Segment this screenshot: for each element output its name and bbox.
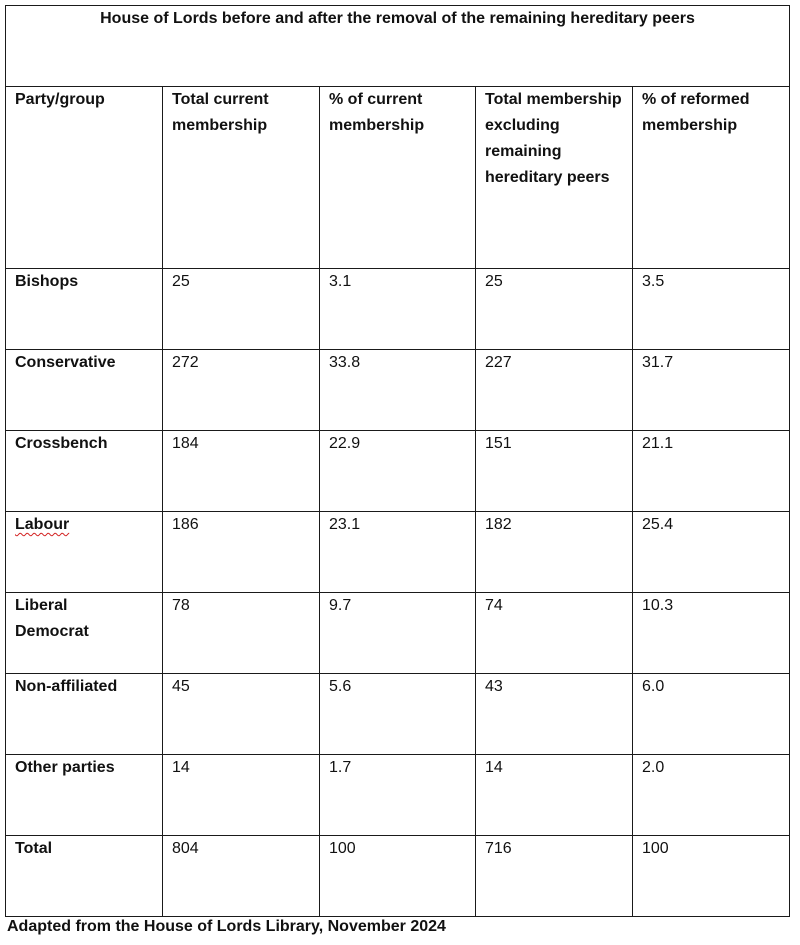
- total-current-cell: 184: [163, 431, 320, 512]
- pct-current-cell: 1.7: [320, 755, 476, 836]
- pct-reformed-cell: 25.4: [633, 512, 790, 593]
- pct-reformed-cell: 2.0: [633, 755, 790, 836]
- pct-current-cell: 9.7: [320, 593, 476, 674]
- party-cell: Liberal Democrat: [6, 593, 163, 674]
- table-title: House of Lords before and after the removal of the remaining hereditary peers: [6, 6, 790, 87]
- pct-reformed-cell: 3.5: [633, 269, 790, 350]
- total-current-cell: 186: [163, 512, 320, 593]
- total-excluding-cell: 74: [476, 593, 633, 674]
- party-cell: Conservative: [6, 350, 163, 431]
- table-row-other-parties: [6, 755, 790, 836]
- pct-current-cell: 3.1: [320, 269, 476, 350]
- labour-label: Labour: [15, 516, 70, 533]
- table-row-liberal-democrat: [6, 593, 790, 674]
- pct-current-cell: 33.8: [320, 350, 476, 431]
- table-row-total: [6, 836, 790, 917]
- pct-current-cell: 100: [320, 836, 476, 917]
- pct-reformed-cell: 6.0: [633, 674, 790, 755]
- total-current-cell: 45: [163, 674, 320, 755]
- total-current-cell: 25: [163, 269, 320, 350]
- table-row-bishops: [6, 269, 790, 350]
- total-current-cell: 272: [163, 350, 320, 431]
- pct-reformed-cell: 10.3: [633, 593, 790, 674]
- header-row: [6, 87, 790, 269]
- table-row-crossbench: [6, 431, 790, 512]
- pct-current-cell: 23.1: [320, 512, 476, 593]
- total-current-cell: 78: [163, 593, 320, 674]
- party-cell: [6, 512, 163, 593]
- pct-current-cell: 5.6: [320, 674, 476, 755]
- pct-current-cell: 22.9: [320, 431, 476, 512]
- party-cell: Non-affiliated: [6, 674, 163, 755]
- total-excluding-cell: 716: [476, 836, 633, 917]
- total-excluding-cell: 182: [476, 512, 633, 593]
- table-row-non-affiliated: [6, 674, 790, 755]
- party-cell: Other parties: [6, 755, 163, 836]
- membership-table: [5, 5, 790, 917]
- source-caption: Adapted from the House of Lords Library, November 2024: [7, 918, 446, 935]
- total-excluding-cell: 14: [476, 755, 633, 836]
- total-current-cell: 804: [163, 836, 320, 917]
- pct-reformed-cell: 100: [633, 836, 790, 917]
- total-excluding-cell: 151: [476, 431, 633, 512]
- header-total-excluding: Total membership excluding remaining hereditary peers: [476, 87, 633, 269]
- party-cell: Total: [6, 836, 163, 917]
- total-excluding-cell: 43: [476, 674, 633, 755]
- party-cell: Crossbench: [6, 431, 163, 512]
- table-row-labour: [6, 512, 790, 593]
- total-excluding-cell: 25: [476, 269, 633, 350]
- pct-reformed-cell: 21.1: [633, 431, 790, 512]
- table-row-conservative: [6, 350, 790, 431]
- header-pct-current: % of current membership: [320, 87, 476, 269]
- pct-reformed-cell: 31.7: [633, 350, 790, 431]
- total-current-cell: 14: [163, 755, 320, 836]
- total-excluding-cell: 227: [476, 350, 633, 431]
- party-cell: Bishops: [6, 269, 163, 350]
- header-party-group: Party/group: [6, 87, 163, 269]
- title-row: [6, 6, 790, 87]
- header-pct-reformed: % of reformed membership: [633, 87, 790, 269]
- header-total-current: Total current membership: [163, 87, 320, 269]
